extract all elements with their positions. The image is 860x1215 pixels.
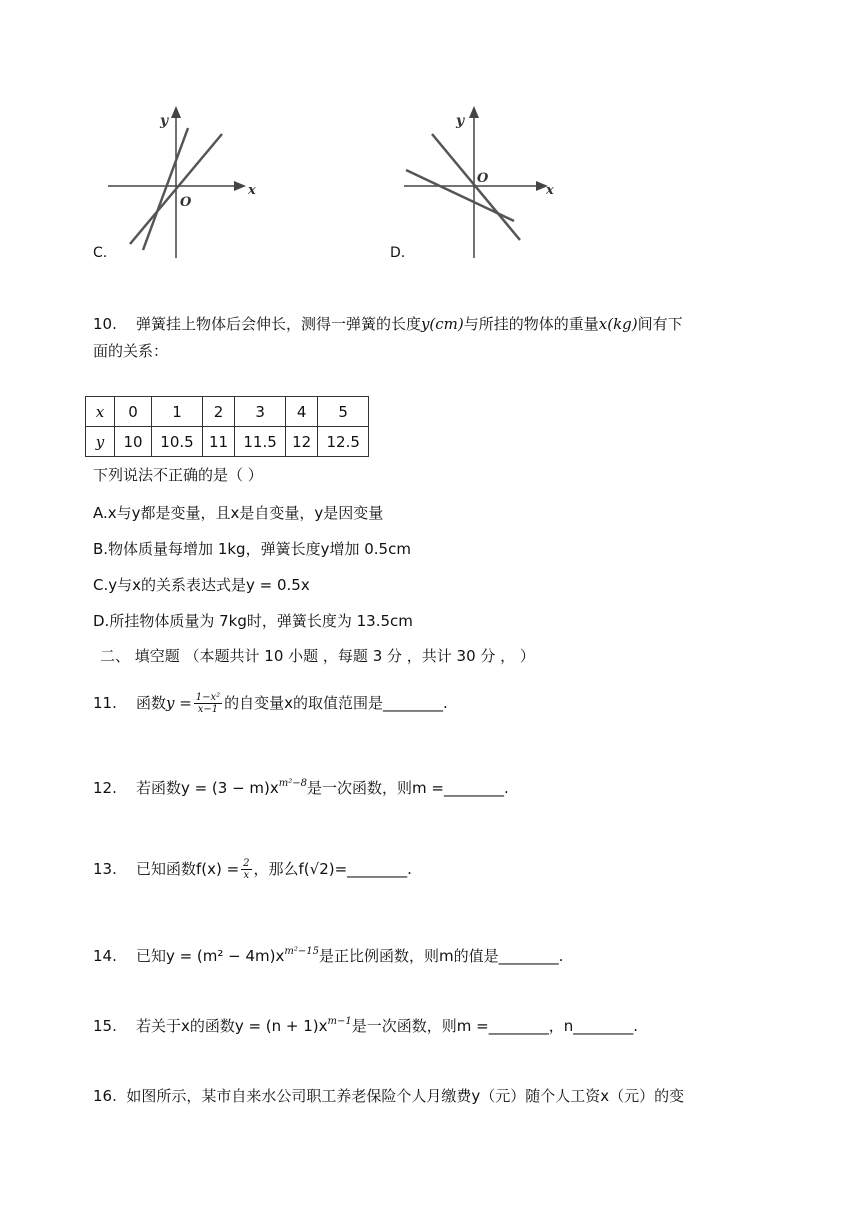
fraction-numerator: 1−x²	[195, 692, 221, 703]
x-axis-arrow	[234, 181, 246, 191]
line-steep	[143, 128, 188, 250]
q12-number: 12.	[93, 779, 117, 797]
table-cell: 11.5	[235, 427, 286, 457]
q13	[93, 858, 412, 881]
origin-label: O	[477, 171, 489, 186]
origin-label: O	[180, 195, 192, 210]
q10-number: 10.	[93, 315, 117, 333]
q13-number: 13.	[93, 860, 117, 878]
q15-exponent: m−1	[327, 1016, 352, 1027]
table-header-y: y	[86, 427, 115, 457]
q11-fraction	[194, 692, 222, 715]
table-header-x: x	[86, 397, 115, 427]
table-cell: 12.5	[318, 427, 369, 457]
q12-exponent: m²−8	[278, 778, 307, 789]
q14-number: 14.	[93, 947, 117, 965]
y-axis-arrow	[469, 106, 479, 118]
table-cell: 12	[286, 427, 318, 457]
x-axis-label: x	[546, 183, 554, 198]
fraction-denominator: x−1	[197, 704, 219, 715]
y-axis-label: y	[160, 113, 169, 129]
section-heading: 二、 填空题 （本题共计 10 小题 ，每题 3 分 ，共计 30 分 ， ）	[100, 647, 535, 665]
q11-post: 的自变量x的取值范围是________.	[224, 694, 448, 712]
q12-text: 若函数y = (3 − m)x	[135, 779, 279, 797]
q14-text: 已知y = (m² − 4m)x	[135, 947, 285, 965]
q10-text-a: 弹簧挂上物体后会伸长，测得一弹簧的长度	[135, 315, 421, 333]
q13-pre: 已知函数f(x) =	[135, 860, 240, 878]
q10-line1	[93, 313, 683, 334]
table-cell: 11	[203, 427, 235, 457]
table-row-y	[86, 427, 369, 457]
line-gentle	[406, 170, 514, 221]
table-cell: 10	[115, 427, 152, 457]
q11-expr: y =	[165, 694, 192, 712]
q10-expr-x: x(kg)	[598, 315, 638, 333]
q10-line2: 面的关系：	[93, 342, 169, 360]
q10-expr-y: y(cm)	[420, 315, 464, 333]
q13-fraction	[241, 858, 251, 881]
q14-post: 是正比例函数，则m的值是________.	[319, 947, 564, 965]
q16	[93, 1085, 684, 1106]
table-cell: 2	[203, 397, 235, 427]
q14	[93, 945, 563, 966]
q14-exponent: m²−15	[284, 946, 319, 957]
q11-number: 11.	[93, 694, 117, 712]
table-cell: 10.5	[152, 427, 203, 457]
q15-number: 15.	[93, 1017, 117, 1035]
y-axis-label: y	[456, 113, 465, 129]
table-cell: 4	[286, 397, 318, 427]
graph-c-label: C.	[93, 245, 108, 261]
table-cell: 3	[235, 397, 286, 427]
q15	[93, 1015, 638, 1036]
q15-post: 是一次函数，则m =________，n________.	[351, 1017, 639, 1035]
q10-option-d: D.所挂物体质量为 7kg时，弹簧长度为 13.5cm	[93, 612, 413, 630]
q10-prompt: 下列说法不正确的是（ ）	[93, 466, 263, 484]
q10-option-a: A.x与y都是变量，且x是自变量，y是因变量	[93, 504, 384, 522]
y-axis-arrow	[171, 106, 181, 118]
q10-option-c: C.y与x的关系表达式是y = 0.5x	[93, 576, 310, 594]
q12	[93, 777, 509, 798]
q10-text-c: 间有下	[637, 315, 683, 333]
graph-d	[400, 100, 565, 265]
graph-c	[100, 100, 260, 265]
x-axis-label: x	[248, 183, 256, 198]
table-cell: 0	[115, 397, 152, 427]
q10-table	[85, 396, 369, 457]
fraction-numerator: 2	[243, 858, 250, 869]
table-row-x	[86, 397, 369, 427]
q10-option-b: B.物体质量每增加 1kg，弹簧长度y增加 0.5cm	[93, 540, 411, 558]
q16-number: 16.	[93, 1087, 117, 1105]
q11-pre: 函数	[135, 694, 166, 712]
q13-post: ，那么f(√2)=________.	[253, 860, 412, 878]
q11	[93, 692, 448, 715]
graph-d-label: D.	[390, 245, 406, 261]
q16-text: 如图所示，某市自来水公司职工养老保险个人月缴费y（元）随个人工资x（元）的变	[126, 1087, 685, 1105]
q12-post: 是一次函数，则m =________.	[307, 779, 509, 797]
table-cell: 5	[318, 397, 369, 427]
fraction-denominator: x	[243, 870, 250, 881]
table-cell: 1	[152, 397, 203, 427]
q10-text-b: 与所挂的物体的重量	[463, 315, 599, 333]
line-steep	[432, 134, 520, 240]
q15-text: 若关于x的函数y = (n + 1)x	[135, 1017, 328, 1035]
